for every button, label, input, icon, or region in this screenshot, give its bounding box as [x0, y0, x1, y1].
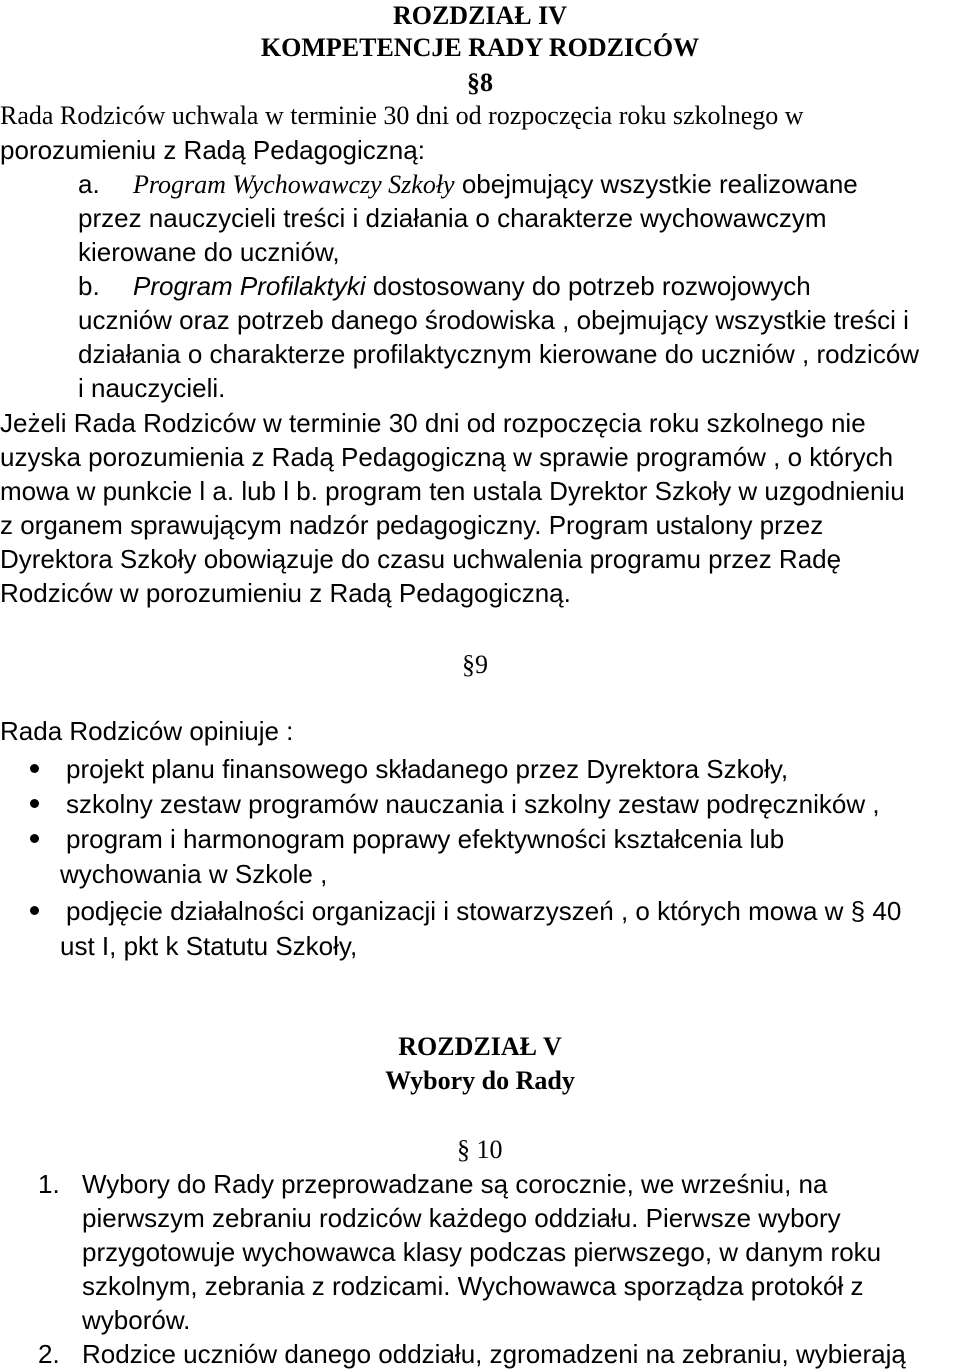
- item-b-title: Program Profilaktyki: [133, 271, 366, 301]
- item-a-line: kierowane do uczniów,: [78, 237, 340, 267]
- list-item-line: wyborów.: [82, 1305, 191, 1335]
- item-b-rest: dostosowany do potrzeb rozwojowych: [365, 271, 811, 301]
- list-item-marker: 2.: [38, 1339, 60, 1369]
- list-item-line: szkolnym, zebrania z rodzicami. Wychowawca sporządza protokół z: [82, 1271, 864, 1301]
- chapter-4-title: ROZDZIAŁ IV: [392, 1, 568, 30]
- bullet-item-continuation: ust I, pkt k Statutu Szkoły,: [60, 931, 358, 961]
- bullet-dot: [30, 906, 39, 915]
- item-b-marker: b.: [78, 271, 100, 301]
- bullet-dot: [30, 799, 39, 808]
- intro-line-1: Rada Rodziców uchwala w terminie 30 dni od rozpoczęcia roku szkolnego w: [0, 101, 804, 130]
- item-a-line: przez nauczycieli treści i działania o charakterze wychowawczym: [78, 203, 827, 233]
- paragraph-line: uzyska porozumienia z Radą Pedagogiczną w sprawie programów , o których: [0, 442, 894, 472]
- paragraph-line: Rodziców w porozumieniu z Radą Pedagogiczną.: [0, 578, 571, 608]
- list-item-line: pierwszym zebraniu rodziców każdego oddziału. Pierwsze wybory: [82, 1203, 841, 1233]
- list-item-line: Wybory do Rady przeprowadzane są corocznie, we wrześniu, na: [82, 1169, 828, 1199]
- paragraph-line: z organem sprawującym nadzór pedagogiczny. Program ustalony przez: [0, 510, 824, 540]
- item-b-line: i nauczycieli.: [78, 373, 226, 403]
- item-b-first-line: [133, 269, 811, 303]
- bullet-item: szkolny zestaw programów nauczania i szkolny zestaw podręczników ,: [66, 789, 880, 819]
- bullet-dot: [30, 764, 39, 773]
- chapter-5-title: ROZDZIAŁ V: [398, 1032, 562, 1061]
- list-item-marker: 1.: [38, 1169, 60, 1199]
- paragraph-line: Dyrektora Szkoły obowiązuje do czasu uchwalenia programu przez Radę: [0, 544, 842, 574]
- bullet-item: podjęcie działalności organizacji i stowarzyszeń , o których mowa w § 40: [66, 896, 902, 926]
- paragraph-line: mowa w punkcie l a. lub l b. program ten ustala Dyrektor Szkoły w uzgodnieniu: [0, 476, 905, 506]
- item-b-line: uczniów oraz potrzeb danego środowiska , obejmujący wszystkie treści i: [78, 305, 909, 335]
- list-item-line: Rodzice uczniów danego oddziału, zgromadzeni na zebraniu, wybierają: [82, 1339, 906, 1369]
- section-8-heading: §8: [467, 68, 493, 97]
- item-a-first-line: [133, 167, 858, 202]
- item-b-line: działania o charakterze profilaktycznym kierowane do uczniów , rodziców: [78, 339, 920, 369]
- bullet-item: program i harmonogram poprawy efektywności kształcenia lub: [66, 824, 785, 854]
- bullet-dot: [30, 834, 39, 843]
- section-10-heading: § 10: [457, 1135, 503, 1164]
- section-9-intro: Rada Rodziców opiniuje :: [0, 716, 294, 746]
- chapter-4-subtitle: KOMPETENCJE RADY RODZICÓW: [260, 33, 700, 62]
- section-9-heading: §9: [462, 650, 488, 679]
- chapter-5-subtitle: Wybory do Rady: [385, 1066, 575, 1095]
- bullet-item: projekt planu finansowego składanego przez Dyrektora Szkoły,: [66, 754, 789, 784]
- paragraph-line: Jeżeli Rada Rodziców w terminie 30 dni od rozpoczęcia roku szkolnego nie: [0, 408, 866, 438]
- bullet-item-continuation: wychowania w Szkole ,: [60, 859, 328, 889]
- list-item-line: przygotowuje wychowawca klasy podczas pierwszego, w danym roku: [82, 1237, 882, 1267]
- item-a-marker: a.: [78, 169, 100, 199]
- intro-line-2: porozumieniu z Radą Pedagogiczną:: [0, 135, 425, 165]
- item-a-title: Program Wychowawczy Szkoły: [133, 170, 455, 199]
- item-a-rest: obejmujący wszystkie realizowane: [454, 169, 858, 199]
